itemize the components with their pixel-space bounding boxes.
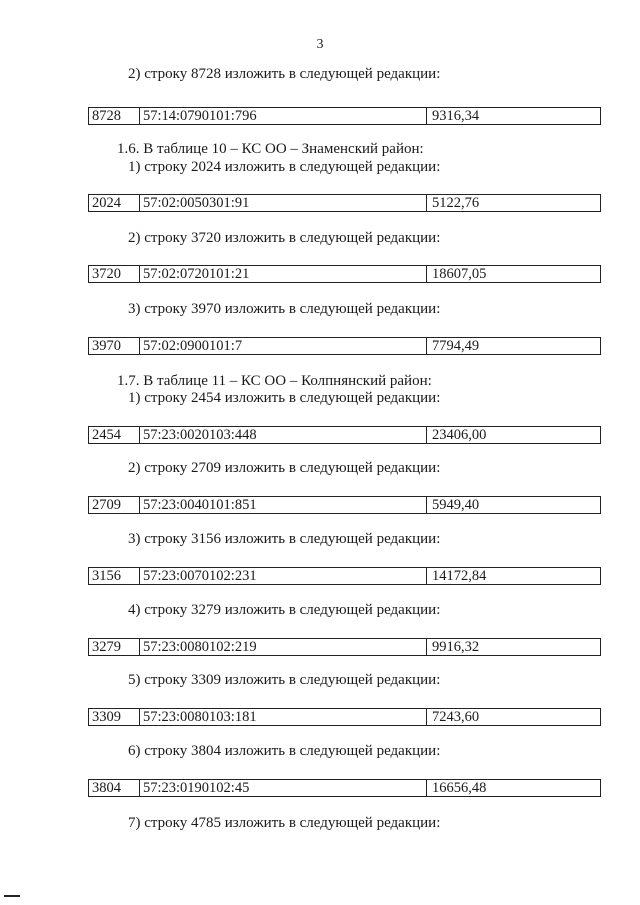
value-cell: 7794,49 — [432, 338, 480, 354]
row-number-cell: 3970 — [89, 338, 140, 354]
table-row — [88, 107, 601, 125]
table-row — [88, 708, 601, 726]
row-number-cell: 3156 — [89, 568, 140, 584]
value-cell: 7243,60 — [432, 709, 480, 725]
instruction-line: 1) строку 2024 изложить в следующей редакции: — [128, 159, 441, 175]
cadastral-number-cell: 57:23:0070102:231 — [140, 568, 427, 584]
instruction-line: 3) строку 3156 изложить в следующей редакции: — [128, 531, 441, 547]
table-row — [88, 265, 601, 283]
instruction-line: 1) строку 2454 изложить в следующей редакции: — [128, 390, 441, 406]
value-cell: 23406,00 — [432, 427, 487, 443]
table-row — [88, 567, 601, 585]
instruction-line: 3) строку 3970 изложить в следующей редакции: — [128, 301, 441, 317]
row-number-cell: 3309 — [89, 709, 140, 725]
cadastral-number-cell: 57:14:0790101:796 — [140, 108, 427, 124]
cadastral-number-cell: 57:02:0900101:7 — [140, 338, 427, 354]
instruction-line: 5) строку 3309 изложить в следующей редакции: — [128, 672, 441, 688]
cadastral-number-cell: 57:23:0080102:219 — [140, 639, 427, 655]
instruction-line: 7) строку 4785 изложить в следующей редакции: — [128, 815, 441, 831]
instruction-line: 2) строку 2709 изложить в следующей редакции: — [128, 460, 441, 476]
row-number-cell: 2709 — [89, 497, 140, 513]
instruction-line: 6) строку 3804 изложить в следующей редакции: — [128, 743, 441, 759]
value-cell: 16656,48 — [432, 780, 487, 796]
row-number-cell: 2024 — [89, 195, 140, 211]
edge-mark — [4, 895, 20, 897]
table-row — [88, 337, 601, 355]
cadastral-number-cell: 57:23:0020103:448 — [140, 427, 427, 443]
table-row — [88, 426, 601, 444]
table-row — [88, 638, 601, 656]
row-number-cell: 2454 — [89, 427, 140, 443]
table-row — [88, 496, 601, 514]
table-row — [88, 194, 601, 212]
value-cell: 18607,05 — [432, 266, 487, 282]
cadastral-number-cell: 57:02:0050301:91 — [140, 195, 427, 211]
row-number-cell: 3804 — [89, 780, 140, 796]
value-cell: 14172,84 — [432, 568, 487, 584]
cadastral-number-cell: 57:23:0080103:181 — [140, 709, 427, 725]
page-number: 3 — [316, 37, 324, 52]
cadastral-number-cell: 57:23:0190102:45 — [140, 780, 427, 796]
section-heading: 1.7. В таблице 11 – КС ОО – Колпнянский район: — [117, 373, 432, 389]
cadastral-number-cell: 57:23:0040101:851 — [140, 497, 427, 513]
value-cell: 5949,40 — [432, 497, 480, 513]
instruction-line: 2) строку 8728 изложить в следующей редакции: — [128, 66, 441, 82]
value-cell: 9316,34 — [432, 108, 480, 124]
instruction-line: 2) строку 3720 изложить в следующей редакции: — [128, 230, 441, 246]
table-row — [88, 779, 601, 797]
value-cell: 5122,76 — [432, 195, 480, 211]
row-number-cell: 3720 — [89, 266, 140, 282]
row-number-cell: 8728 — [89, 108, 140, 124]
value-cell: 9916,32 — [432, 639, 480, 655]
row-number-cell: 3279 — [89, 639, 140, 655]
cadastral-number-cell: 57:02:0720101:21 — [140, 266, 427, 282]
section-heading: 1.6. В таблице 10 – КС ОО – Знаменский район: — [117, 141, 424, 157]
instruction-line: 4) строку 3279 изложить в следующей редакции: — [128, 602, 441, 618]
